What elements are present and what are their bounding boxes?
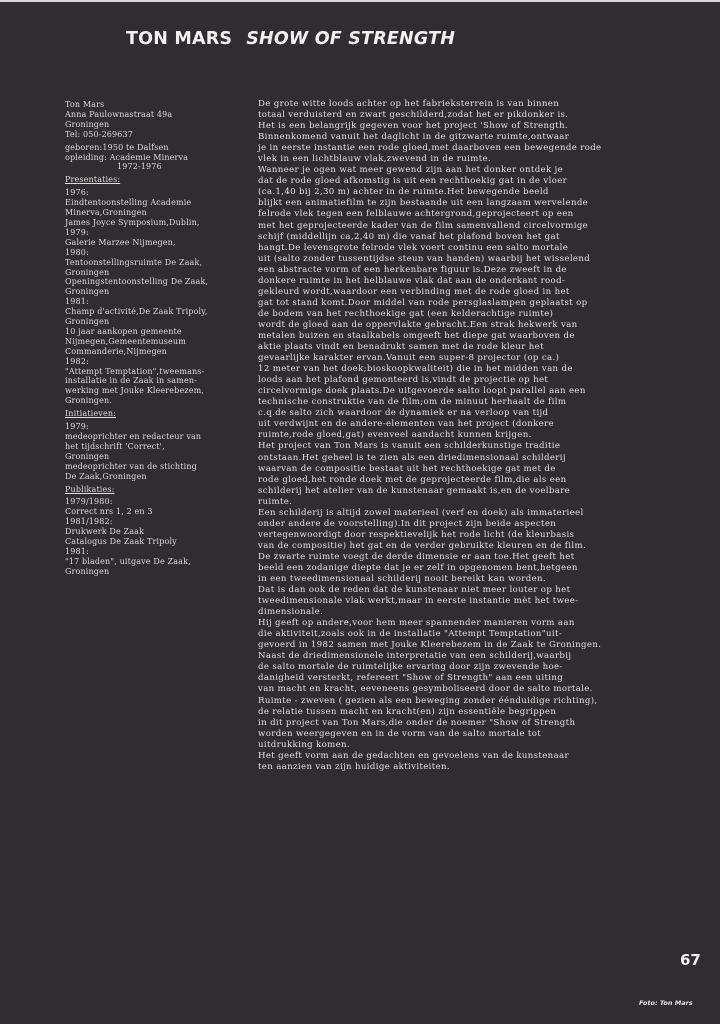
body-text-line: in dit project van Ton Mars,die onder de noemer "Show of Strength [258, 717, 576, 728]
body-text-line: uit (salto zonder tussentijdse steun van handen) waarbij het wisselend [258, 253, 591, 264]
body-text-line: gekleurd wordt,waardoor een verbinding met de rode gloed in het [258, 286, 570, 297]
publikatie-line: 1981: [65, 546, 89, 556]
publikaties-list [65, 497, 250, 576]
presentatie-line: Minerva,Groningen [65, 208, 147, 218]
body-text-line: je in eerste instantie een rode gloed,met daarboven een bewegende rode [258, 143, 602, 154]
presentatie-line: Eindtentoonstelling Academie [65, 198, 192, 208]
body-text-line: de bodem van het rechthoekige gat (een kelderachtige ruimte) [258, 308, 554, 319]
presentatie-line: James Joyce Symposium,Dublin, [65, 217, 200, 227]
presentatie-line: Tentoonstellingsruimte De Zaak, [65, 257, 203, 267]
body-text-line: Naast de driedimensionele interpretatie van een schilderij,waarbij [258, 651, 572, 662]
body-text-line: dimensionale. [258, 607, 324, 618]
body-text-line: circelvormige doek plaats.De uitgevoerde salto loopt parallel aan een [258, 386, 586, 397]
contact-line: Ton Mars [65, 100, 105, 109]
body-text-line: met het geprojecteerde kader van de film samenvallend circelvormige [258, 220, 589, 231]
education-years: 1972-1976 [117, 162, 162, 172]
body-text-line: Ruimte - zweven ( gezien als een beweging zonder éénduidige richting), [258, 695, 598, 706]
body-text-line: totaal verduisterd en zwart geschilderd,zodat het er pikdonker is. [258, 110, 569, 121]
body-text-line: wordt de gloed aan de oppervlakte gebracht.Een strak hekwerk van [258, 319, 578, 330]
artist-name: TON MARS [126, 29, 233, 49]
body-text-line: Een schilderij is altijd zowel materieel (verf en doek) als immaterieel [258, 507, 584, 518]
publikatie-line: "17 bladen", uitgave De Zaak, [65, 556, 191, 566]
initiatieven-list [65, 422, 250, 481]
body-text-line: de salto mortale de ruimtelijke ervaring door zijn zwevende hoe- [258, 662, 563, 673]
presentatie-line: Galerie Marzee Nijmegen, [65, 237, 176, 247]
body-text-line: van macht en kracht, eeveneens gesymboliseerd door de salto mortale. [258, 684, 593, 695]
body-text-line: Het is een belangrijk gegeven voor het project 'Show of Strength. [258, 121, 568, 132]
initiatieven-heading: Initiatieven: [65, 409, 116, 419]
education-block [65, 143, 250, 173]
presentatie-line: 1979: [65, 227, 89, 237]
work-title: SHOW OF STRENGTH [246, 29, 456, 49]
body-text-line: waarvan de compositie bestaat uit het rechthoekige gat met de [258, 463, 556, 474]
presentatie-line: 1976: [65, 188, 89, 198]
body-text-line: een abstracte vorm of een herkenbare figuur is.Deze zweeft in de [258, 264, 567, 275]
body-text-line: ten aanzien van zijn huidige aktiviteiten. [258, 761, 450, 772]
presentatie-line: werking met Jouke Kleerebezem, [65, 386, 205, 396]
page-number: 67 [680, 951, 701, 969]
presentatie-line: Groningen. [65, 396, 112, 406]
body-text-line: uit verdwijnt en de andere-elementen van het project (donkere [258, 419, 554, 430]
body-text-line: ontstaan.Het geheel is te zien als een driedimensionaal schilderij [258, 452, 566, 463]
article-body [258, 99, 708, 773]
body-text-line: vlek in een lichtblauw vlak,zwevend in de ruimte. [258, 154, 492, 165]
body-text-line: gevoerd in 1982 samen met Jouke Kleerebezem in de Zaak te Groningen. [258, 640, 602, 651]
body-text-line: beeld een zodanige diepte dat je er zelf in opgenomen bent,hetgeen [258, 562, 578, 573]
body-text-line: De grote witte loods achter op het fabrieksterrein is van binnen [258, 99, 560, 109]
body-text-line: schilderij het atelier van de kunstenaar gemaakt is,en de voelbare [258, 485, 571, 496]
presentaties-list [65, 188, 250, 406]
presentatie-line: 1980: [65, 247, 89, 257]
publikatie-line: Drukwerk De Zaak [65, 527, 145, 537]
body-text-line: ruimte. [258, 496, 293, 507]
presentatie-line: 1982: [65, 356, 89, 366]
body-text-line: Het geeft vorm aan de gedachten en gevoelens van de kunstenaar [258, 750, 569, 761]
page-title [126, 29, 455, 49]
presentatie-line: Nijmegen,Gemeentemuseum [65, 336, 186, 346]
presentatie-line: Groningen [65, 267, 110, 277]
body-text-line: schijf (middellijn ca,2,40 m) die vanaf het plafond boven het gat [258, 231, 560, 242]
publikatie-line: 1981/1982: [65, 517, 113, 527]
body-text-line: gevaarlijke karakter ervan.Vanuit een super-8 projector (op ca.) [258, 353, 560, 364]
presentaties-heading: Presentaties: [65, 175, 121, 185]
body-text-line: De zwarte ruimte voegt de derde dimensie er aan toe.Het geeft het [258, 551, 575, 562]
contact-line: Groningen [65, 119, 110, 129]
body-text-line: tweedimensionale vlak werkt,maar in eerste instantie mèt het twee- [258, 596, 579, 607]
presentatie-line: Openingstentoonstelling De Zaak, [65, 277, 209, 287]
body-text-line: technische construktie van de film;om de minuut herhaalt de film [258, 397, 567, 408]
photo-credit: Foto: Ton Mars [639, 999, 693, 1007]
presentatie-line: Groningen [65, 317, 110, 327]
publikatie-line: Groningen [65, 566, 110, 576]
body-text-line: vertegenwoordigt door respektievelijk het rode licht (de kleurbasis [258, 529, 575, 540]
publikatie-line: Correct nrs 1, 2 en 3 [65, 507, 153, 517]
presentatie-line: "Attempt Temptation",tweemans- [65, 366, 205, 376]
body-text-line: in een tweedimensionaal schilderij nooit bereikt kan worden. [258, 574, 546, 585]
body-text-line: dat de rode gloed afkomstig is uit een rechthoekig gat in de vloer [258, 176, 568, 187]
presentatie-line: Groningen [65, 287, 110, 297]
artist-biography [65, 100, 250, 580]
body-text-line: de relatie tussen macht en kracht(en) zijn essentiële begrippen [258, 706, 557, 717]
body-text-line: Dat is dan ook de reden dat de kunstenaar niet meer louter op het [258, 585, 571, 596]
body-text-line: 12 meter van het doek;bioskoopkwaliteit) die in het midden van de [258, 364, 573, 375]
initiatief-line: De Zaak,Groningen [65, 471, 147, 481]
initiatief-line: het tijdschrift 'Correct', [65, 441, 165, 451]
body-text-line: donkere ruimte in het helblauwe vlak dat aan de onderkant rood- [258, 275, 566, 286]
page-top-edge [0, 0, 720, 2]
publikatie-line: 1979/1980: [65, 497, 113, 507]
body-text-line: c.q.de salto zich waardoor de dynamiek er na verloop van tijd [258, 408, 549, 419]
body-text-line: ruimte,rode gloed,gat) evenveel aandacht kunnen krijgen. [258, 430, 532, 441]
presentatie-line: Commanderie,Nijmegen [65, 346, 167, 356]
body-text-line: felrode vlek tegen een felblauwe achtergrond,geprojecteert op een [258, 209, 574, 220]
body-text-line: aktie plaats vindt en benadrukt samen met de rode kleur het [258, 342, 544, 353]
body-text-line: onder andere de voorstelling).In dit project zijn beide aspecten [258, 518, 557, 529]
body-text-line: Binnenkomend vanuit het daglicht in de gitzwarte ruimte,ontwaar [258, 132, 570, 143]
contact-block [65, 100, 250, 140]
body-text-line: blijkt een animatiefilm te zijn bestaande uit een langzaam wervelende [258, 198, 589, 209]
initiatief-line: medeoprichter van de stichting [65, 461, 197, 471]
contact-line: Anna Paulownastraat 49a [65, 109, 173, 119]
body-text-line: Hij geeft op andere,voor hem meer spannender manieren vorm aan [258, 618, 575, 629]
body-text-line: danigheid versterkt, refereert "Show of Strength" aan een uiting [258, 673, 564, 684]
body-text-line: (ca.1,40 bij 2,30 m) achter in de ruimte.Het bewegende beeld [258, 187, 549, 198]
body-text-line: Het project van Ton Mars is vanuit een schilderkunstige traditie [258, 441, 561, 452]
body-text-line: worden weergegeven en in de vorm van de salto mortale tot [258, 728, 542, 739]
born-line: geboren:1950 te Dalfsen [65, 142, 169, 152]
publikatie-line: Catalogus De Zaak Tripoly [65, 537, 177, 547]
body-text-line: rode gloed,het ronde doek met de geprojecteerde film,die als een [258, 474, 567, 485]
education-line: opleiding: Academie Minerva [65, 152, 189, 162]
publikaties-heading: Publikaties: [65, 484, 115, 494]
body-text-line: metalen buizen en staalkabels omgeeft het diepe gat waarboven de [258, 330, 575, 341]
presentatie-line: 10 jaar aankopen gemeente [65, 326, 182, 336]
presentatie-line: installatie in de Zaak in samen- [65, 376, 197, 386]
initiatief-line: medeoprichter en redacteur van [65, 432, 202, 441]
body-text-line: van de compositie) het gat en de verder gebruikte kleuren en de film. [258, 540, 587, 551]
body-text-line: hangt.De levensgrote felrode vlek voert continu een salto mortale [258, 242, 569, 253]
initiatief-line: Groningen [65, 451, 110, 461]
body-text-line: loods aan het plafond gemonteerd is,vindt de projectie op het [258, 375, 549, 386]
body-text-line: die aktiviteit,zoals ook in de installatie "Attempt Temptation"uit- [258, 629, 563, 640]
body-text-line: Wanneer je ogen wat meer gewend zijn aan het donker ontdek je [258, 165, 564, 176]
body-text-line: gat tot stand komt.Door middel van rode persglaslampen geplaatst op [258, 297, 588, 308]
initiatief-line: 1979: [65, 422, 89, 432]
presentatie-line: Champ d'activité,De Zaak Tripoly, [65, 307, 208, 317]
presentatie-line: 1981: [65, 297, 89, 307]
body-text-line: uitdrukking komen. [258, 739, 350, 750]
contact-line: Tel: 050-269637 [65, 129, 134, 139]
